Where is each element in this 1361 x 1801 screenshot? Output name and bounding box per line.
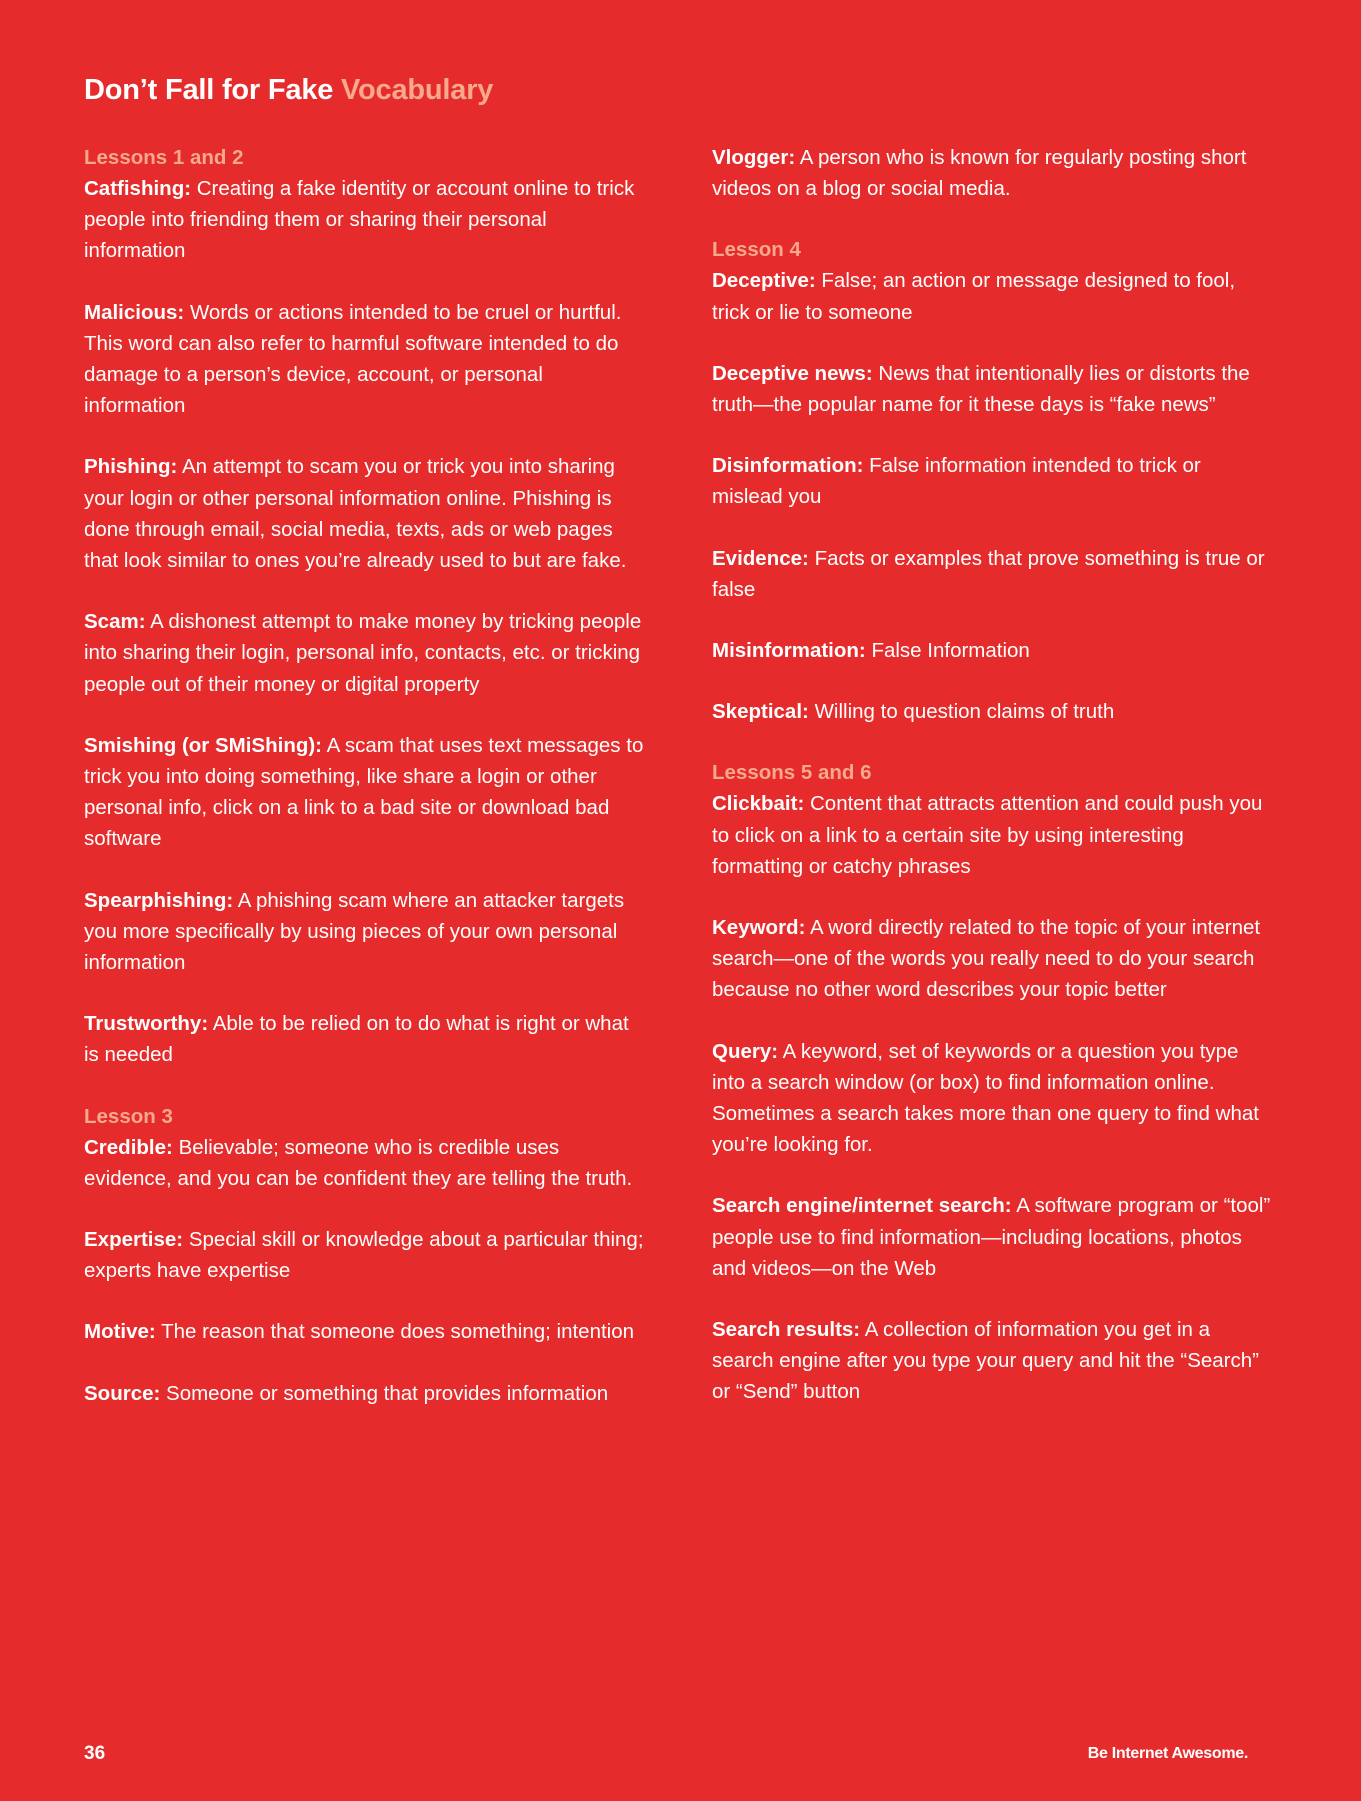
- vocabulary-term: Smishing (or SMiShing):: [84, 733, 323, 757]
- vocabulary-definition: A scam that uses text messages to trick you into doing something, like share a login or other personal info, click on a link to a bad site or download bad software: [84, 733, 644, 851]
- vocabulary-term: Search engine/internet search:: [712, 1194, 1012, 1218]
- vocabulary-entry: [84, 606, 644, 700]
- vocabulary-definition: A word directly related to the topic of your internet search—one of the words you really need to do your search because no other word describes your topic better: [712, 916, 1261, 1002]
- vocabulary-term: Motive:: [84, 1320, 156, 1344]
- vocabulary-term: Evidence:: [712, 546, 809, 570]
- vocabulary-term: Expertise:: [84, 1228, 184, 1252]
- vocabulary-term: Deceptive:: [712, 269, 816, 293]
- vocabulary-term: Disinformation:: [712, 454, 864, 478]
- vocabulary-definition: A keyword, set of keywords or a question you type into a search window (or box) to find information online. Sometimes a search takes more than one query to find what you’re looking for.: [712, 1039, 1259, 1157]
- vocabulary-definition: Believable; someone who is credible uses evidence, and you can be confident they are telling the truth.: [84, 1135, 633, 1190]
- lesson-heading: Lesson 3: [84, 1104, 173, 1128]
- vocabulary-entry: [712, 635, 1272, 666]
- vocabulary-definition: A software program or “tool” people use to find information—including locations, photos and videos—on the Web: [712, 1194, 1271, 1280]
- vocabulary-definition: The reason that someone does something; intention: [161, 1320, 635, 1344]
- vocabulary-entry: [84, 451, 644, 576]
- vocabulary-entry: [84, 173, 644, 267]
- vocabulary-term: Source:: [84, 1381, 161, 1405]
- vocabulary-definition: An attempt to scam you or trick you into sharing your login or other personal information online. Phishing is done through email, social media, texts, ads or web pages that look similar to ones you’re already used to but are fake.: [84, 455, 627, 573]
- vocabulary-definition: News that intentionally lies or distorts the truth—the popular name for it these days is “fake news”: [712, 361, 1250, 417]
- vocabulary-entry: [84, 1224, 644, 1286]
- lesson-heading: Lessons 5 and 6: [712, 761, 872, 785]
- vocabulary-entry: [712, 696, 1272, 727]
- vocabulary-term: Malicious:: [84, 300, 185, 324]
- title-main: Don’t Fall for Fake: [84, 74, 334, 106]
- vocabulary-entry: [84, 1008, 644, 1070]
- vocabulary-entry: [712, 788, 1272, 882]
- vocabulary-term: Deceptive news:: [712, 361, 873, 385]
- vocabulary-term: Phishing:: [84, 455, 178, 479]
- vocabulary-entry: [712, 1036, 1272, 1161]
- right-column: [712, 142, 1272, 1438]
- vocabulary-term: Spearphishing:: [84, 888, 234, 912]
- vocabulary-term: Clickbait:: [712, 792, 805, 816]
- vocabulary-term: Keyword:: [712, 916, 806, 940]
- vocabulary-entry: [712, 450, 1272, 512]
- vocabulary-definition: False information intended to trick or mislead you: [712, 454, 1201, 509]
- vocabulary-definition: Facts or examples that prove something is true or false: [712, 546, 1265, 601]
- vocabulary-definition: False Information: [871, 639, 1030, 663]
- vocabulary-term: Credible:: [84, 1135, 173, 1159]
- vocabulary-definition: A dishonest attempt to make money by tricking people into sharing their login, personal info, contacts, etc. or tricking people out of their money or digital property: [84, 610, 642, 696]
- vocabulary-definition: False; an action or message designed to fool, trick or lie to someone: [712, 269, 1236, 324]
- vocabulary-definition: Willing to question claims of truth: [814, 700, 1115, 724]
- vocabulary-entry: [84, 1132, 644, 1194]
- left-column: [84, 142, 644, 1439]
- vocabulary-definition: Someone or something that provides information: [166, 1381, 609, 1405]
- vocabulary-definition: Special skill or knowledge about a particular thing; experts have expertise: [84, 1228, 644, 1283]
- vocabulary-entry: [712, 543, 1272, 605]
- vocabulary-entry: [84, 885, 644, 979]
- vocabulary-entry: [84, 1378, 644, 1409]
- vocabulary-term: Misinformation:: [712, 639, 866, 663]
- vocabulary-definition: Able to be relied on to do what is right or what is needed: [84, 1012, 629, 1067]
- title-accent: Vocabulary: [341, 74, 494, 106]
- vocabulary-term: Scam:: [84, 610, 146, 634]
- vocabulary-term: Search results:: [712, 1318, 861, 1342]
- lesson-heading: Lesson 4: [712, 238, 801, 262]
- vocabulary-entry: [712, 912, 1272, 1006]
- vocabulary-term: Skeptical:: [712, 700, 809, 724]
- vocabulary-term: Catfishing:: [84, 177, 192, 200]
- vocabulary-entry: [712, 1190, 1272, 1284]
- vocabulary-entry: [84, 1316, 644, 1347]
- vocabulary-term: Trustworthy:: [84, 1012, 209, 1036]
- lesson-heading: Lessons 1 and 2: [84, 146, 244, 169]
- vocabulary-entry: [84, 297, 644, 422]
- vocabulary-definition: Creating a fake identity or account online to trick people into friending them or sharing their personal information: [84, 177, 635, 263]
- vocabulary-definition: A person who is known for regularly posting short videos on a blog or social media.: [712, 146, 1247, 201]
- vocabulary-entry: [712, 265, 1272, 327]
- vocabulary-entry: [712, 1314, 1272, 1408]
- vocabulary-term: Vlogger:: [712, 146, 796, 169]
- vocabulary-definition: A collection of information you get in a search engine after you type your query and hit the “Search” or “Send” button: [712, 1318, 1259, 1404]
- vocabulary-definition: A phishing scam where an attacker targets you more specifically by using pieces of your own personal information: [84, 888, 625, 975]
- brand-logo: Be Internet Awesome.: [1087, 1745, 1248, 1762]
- page-title: [84, 74, 493, 107]
- vocabulary-definition: Content that attracts attention and could push you to click on a link to a certain site by using interesting formatting or catchy phrases: [712, 792, 1263, 878]
- vocabulary-term: Query:: [712, 1039, 779, 1063]
- vocabulary-definition: Words or actions intended to be cruel or hurtful. This word can also refer to harmful software intended to do damage to a person’s device, account, or personal information: [84, 300, 622, 418]
- page-number: 36: [84, 1743, 106, 1764]
- vocabulary-entry: [84, 730, 644, 855]
- vocabulary-entry: [712, 358, 1272, 420]
- vocabulary-entry: [712, 142, 1272, 204]
